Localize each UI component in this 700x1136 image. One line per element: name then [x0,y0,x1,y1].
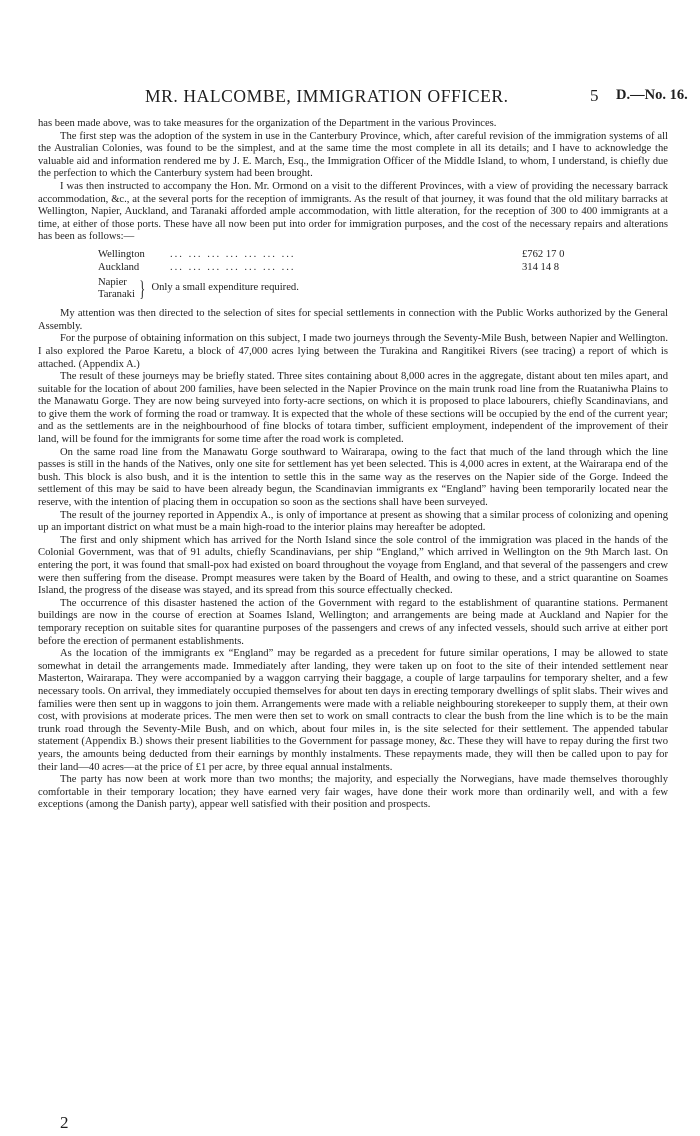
costs-table [98,249,612,274]
paragraph: The occurrence of this disaster hastened the action of the Government with regard to the establishment of quarantine stations. Permanent buildings are now in the course of erection at Soames Island, Wellington; and arrangements are being made at Auckland and Napier for the temporary reception on suitable sites for quarantine purposes of the passengers and crews of any infected vessels, should such arrive at either port before the erection of permanent establishments. [38,597,668,647]
minor-ports-names [98,277,135,300]
table-row [98,262,612,275]
minor-port: Napier [98,277,127,289]
paragraph: The first and only shipment which has arrived for the North Island since the sole control of the immigration was placed in the hands of the Colonial Government, was that of 91 adults, chiefly Scandinavians, per ship “England,” which arrived in Wellington on the 9th March last. On entering the port, it was found that small-pox had existed on board throughout the voyage from England, and that several of the passengers and crew were then suffering from the disease. Prompt measures were taken by the Board of Health, and owing to these, and a strict quarantine on Soames Island, the progress of the disease was stayed, and its spread from this source effectually checked. [38,534,668,597]
paragraph: has been made above, was to take measures for the organization of the Department in the various Provinces. [38,118,497,129]
table-row [98,249,612,262]
paragraph: My attention was then directed to the selection of sites for special settlements in connection with the Public Works authorized by the General Assembly. [38,308,668,332]
page-number: 5 [590,86,599,105]
running-title: MR. HALCOMBE, IMMIGRATION OFFICER. [145,86,509,106]
paragraph: As the location of the immigrants ex “England” may be regarded as a precedent for future similar operations, I may be allowed to state somewhat in detail the arrangements made. Immediately after landing, they were taken up on foot to the site of their intended settlement near Masterton, Wairarapa. They were accompanied by a waggon carrying their baggage, a couple of large tarpaulins for temporary shelter, and a few necessary tools. On arrival, they immediately occupied themselves for about ten days in erecting temporary dwellings of split slabs. Their wives and families were then sent up in waggons to join them. Arrangements were made with a reliable neighbouring storekeeper to supply them, at their own cost, with provisions at moderate prices. The men were then set to work on small contracts to clear the bush from the line which is to be the main trunk road through the Seventy-Mile Bush, and on which, about four miles in, is the site selected for their settlement. The appended tabular statement (Appendix B.) shows their present liabilities to the Government for passage money, &c. These they will have to repay during the first two years, the amounts being deducted from their earnings by monthly instalments. These repayments made, they will then be called upon to pay for their land—40 acres—at the price of £1 per acre, by three equal annual instalments. [38,648,668,773]
cost-place: Auckland [98,261,140,273]
minor-port: Taranaki [98,288,135,300]
cost-place: Wellington [98,248,145,260]
leader-dots: ... ... ... ... ... ... ... [170,261,296,273]
minor-ports-entry [98,277,668,300]
paragraph: The party has now been at work more than two months; the majority, and especially the Norwegians, have made themselves thoroughly comfortable in their temporary location; they have earned very fair wages, have done their work more than ordinarily well, and with a few exceptions (among the Danish party), appear well satisfied with their position and prospects. [38,774,668,811]
paragraph: For the purpose of obtaining information on this subject, I made two journeys through the Seventy-Mile Bush, between Napier and Wellington. I also explored the Paroe Karetu, a block of 47,000 acres lying between the Turakina and Rangitikei Rivers (see tracing) a report of which is attached. (Appendix A.) [38,333,668,370]
paragraph: On the same road line from the Manawatu Gorge southward to Wairarapa, owing to the fact that much of the land through which the line passes is still in the hands of the Natives, only one site for settlement has yet been selected. This is 4,000 acres in extent, at the Wairarapa end of the bush. This block is also bush, and it is the intention to settle this in the same way as the reserves on the Napier side of the Gorge. Indeed the settlement of this may be said to have been already begun, the Scandinavian immigrants ex “England” having been temporarily located near the reserve, with the intention of placing them in occupation so soon as the sections shall have been surveyed. [38,446,668,509]
paragraph: The result of these journeys may be briefly stated. Three sites containing about 8,000 acres in the aggregate, distant about ten miles apart, and suitable for the location of about 200 families, have been selected in the Napier Province on the main trunk road line from the Ruataniwha Plains to the Manawatu Gorge. They are now being surveyed into forty-acre sections, on which it is proposed to place labourers, chiefly Scandinavians, and to give them the work of forming the road or tramway. It is expected that the whole of these sections will be occupied by the end of the current year; and as the settlements are in the neighbourhood of fine blocks of totara timber, sufficient employment, independent of the improvement of their land, will be found for the immigrants for some time after the road work is completed. [38,371,668,446]
leader-dots: ... ... ... ... ... ... ... [170,248,296,260]
brace-glyph: } [139,275,146,301]
paragraph: The result of the journey reported in Appendix A., is only of importance at present as showing that a similar process of colonizing and opening up an important district on what must be a main high-road to the interior plains may hereafter be adopted. [38,509,668,534]
paragraph: The first step was the adoption of the system in use in the Canterbury Province, which, after careful revision of the immigration systems of all the Australian Colonies, was found to be the simplest, and at the same time the most complete in all its details; and I have to acknowledge the valuable aid and information rendered me by J. E. March, Esq., the Immigration Officer of the Middle Island, to whom, I understand, is chiefly due the perfection to which the Canterbury system had been brought. [38,130,668,180]
minor-ports-note: Only a small expenditure required. [151,282,299,294]
signature-number: 2 [60,1113,69,1132]
document-reference: D.—No. 16. [616,87,688,103]
paragraph: I was then instructed to accompany the Hon. Mr. Ormond on a visit to the different Provinces, with a view of providing the necessary barrack accommodation, &c., at the several ports for the reception of immigrants. As the result of that journey, it was found that the old military barracks at Wellington, Napier, Auckland, and Taranaki afforded ample accommodation, with little alteration, for the reception of 300 to 400 immigrants at a time, at either of those ports. These have all now been put into order for immigration purposes, and the cost of the necessary repairs and alterations has been as follows:— [38,180,668,243]
body-text [38,118,668,812]
cost-amount: 314 14 8 [522,261,560,273]
page-header [0,86,700,110]
cost-amount: £762 17 0 [522,248,565,260]
